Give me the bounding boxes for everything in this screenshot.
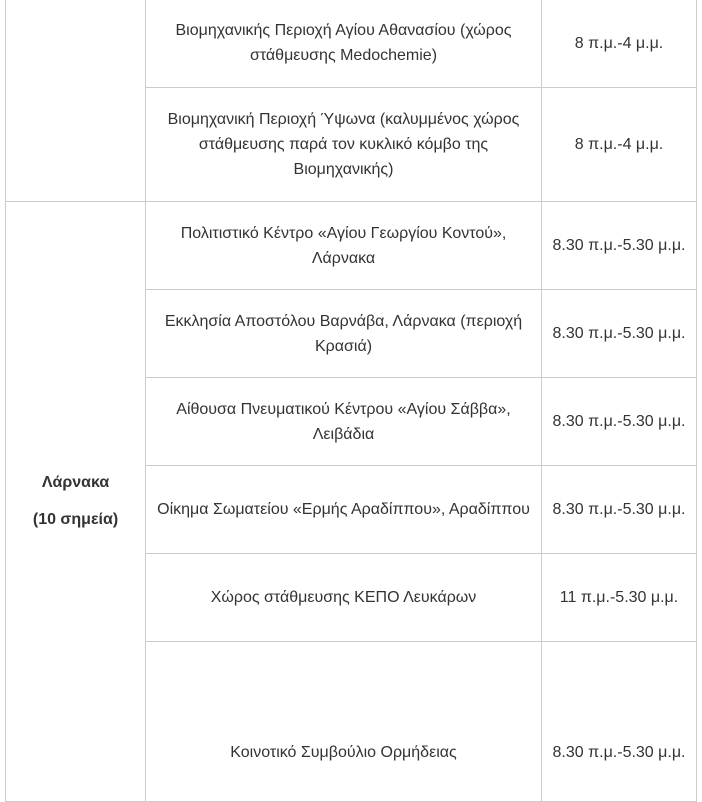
location-cell: Εκκλησία Αποστόλου Βαρνάβα, Λάρνακα (περιοχή Κρασιά)	[146, 290, 542, 378]
table-row	[6, 0, 697, 88]
vaccination-points-table	[5, 0, 697, 802]
location-cell: Οίκημα Σωματείου «Ερμής Αραδίππου», Αραδίππου	[146, 466, 542, 554]
hours-cell: 8.30 π.μ.-5.30 μ.μ.	[542, 466, 697, 554]
location-cell: Χώρος στάθμευσης ΚΕΠΟ Λευκάρων	[146, 554, 542, 642]
hours-cell: 8.30 π.μ.-5.30 μ.μ.	[542, 378, 697, 466]
district-count: (10 σημεία)	[32, 511, 119, 528]
hours-cell: 8.30 π.μ.-5.30 μ.μ.	[542, 290, 697, 378]
location-cell: Βιομηχανικής Περιοχή Αγίου Αθανασίου (χώρος στάθμευσης Medochemie)	[146, 0, 542, 88]
location-cell: Πολιτιστικό Κέντρο «Αγίου Γεωργίου Κοντού», Λάρνακα	[146, 202, 542, 290]
location-cell: Βιομηχανική Περιοχή Ύψωνα (καλυμμένος χώρος στάθμευσης παρά τον κυκλικό κόμβο της Βιομηχανικής)	[146, 88, 542, 202]
table-row	[6, 202, 697, 290]
hours-cell: 8 π.μ.-4 μ.μ.	[542, 0, 697, 88]
district-cell-previous	[6, 0, 146, 202]
hours-cell: 8 π.μ.-4 μ.μ.	[542, 88, 697, 202]
hours-cell: 8.30 π.μ.-5.30 μ.μ.	[542, 202, 697, 290]
hours-text: 8.30 π.μ.-5.30 μ.μ.	[552, 743, 686, 761]
location-text: Κοινοτικό Συμβούλιο Ορμήδειας	[230, 743, 457, 761]
hours-cell	[542, 642, 697, 802]
location-cell	[146, 642, 542, 802]
hours-cell: 11 π.μ.-5.30 μ.μ.	[542, 554, 697, 642]
location-cell: Αίθουσα Πνευματικού Κέντρου «Αγίου Σάββα», Λειβάδια	[146, 378, 542, 466]
district-cell-larnaca	[6, 202, 146, 802]
district-name: Λάρνακα	[41, 474, 110, 491]
